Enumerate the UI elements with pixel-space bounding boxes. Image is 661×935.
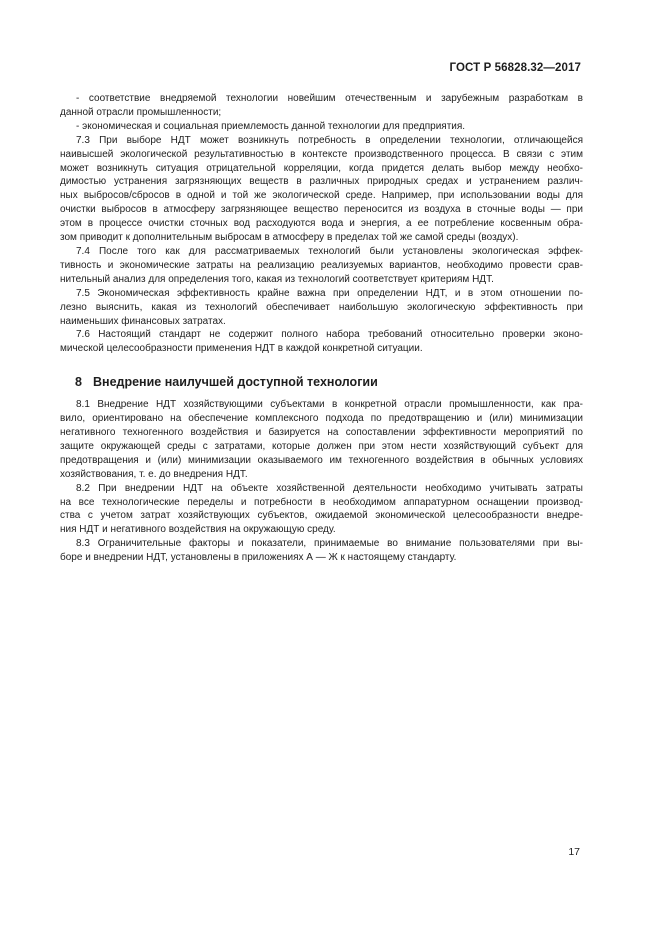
text-line: может возникнуть ситуация отрицательной корреляции, когда придется делать выбор между необхо- bbox=[60, 162, 583, 174]
text-line: 7.6 Настоящий стандарт не содержит полного набора требований относительно проверки эконо- bbox=[76, 329, 583, 341]
text-line: наименьших финансовых затратах. bbox=[60, 315, 226, 327]
text-line: этом в процессе очистки сточных вод расходуются вода и энергия, а ее потребление косвенным обра- bbox=[60, 218, 583, 230]
text-line: лезно выяснить, какая из технологий обеспечивает наибольшую экологическую эффективность при bbox=[60, 301, 583, 313]
paragraph bbox=[60, 482, 583, 538]
paragraph bbox=[60, 134, 583, 245]
text-line: 7.3 При выборе НДТ может возникнуть потребность в определении технологии, отличающейся bbox=[76, 134, 583, 146]
text-line: предотвращения и (или) минимизации оказываемого им техногенного воздействия в обычных условиях bbox=[60, 454, 583, 466]
paragraph bbox=[60, 92, 583, 120]
text-line: боре и внедрении НДТ, установлены в приложениях А — Ж к настоящему стандарту. bbox=[60, 552, 457, 564]
page-number: 17 bbox=[568, 846, 580, 858]
text-line: 7.5 Экономическая эффективность крайне важна при определении НДТ, и в этом отношении по- bbox=[76, 287, 583, 299]
text-line: зом приводит к дополнительным выбросам в атмосферу в пределах той же самой среды (воздух). bbox=[60, 232, 519, 244]
text-line: данной отрасли промышленности; bbox=[60, 106, 222, 118]
paragraph bbox=[60, 537, 583, 565]
section-8-heading bbox=[75, 375, 583, 389]
section-7-continuation bbox=[60, 92, 583, 356]
text-line: вило, ориентировано на обеспечение комплексного подхода по предотвращению и (или) минимизации bbox=[60, 413, 583, 425]
text-line: - экономическая и социальная приемлемость данной технологии для предприятия. bbox=[76, 120, 466, 132]
text-line: ства с учетом затрат хозяйствующих субъектов, ожидаемой экономической целесообразности внедре- bbox=[60, 510, 583, 522]
text-line: мической целесообразности применения НДТ в каждой конкретной ситуации. bbox=[60, 343, 423, 355]
text-line: ния НДТ и негативного воздействия на окружающую среду. bbox=[60, 524, 336, 536]
text-line: 8.1 Внедрение НДТ хозяйствующими субъектами в конкретной отрасли промышленности, как пра- bbox=[76, 399, 583, 411]
text-line: очистки выбросов в атмосферу загрязняющее вещество переносится из воздуха в сточные воды — при bbox=[60, 204, 583, 216]
text-line: димостью устранения загрязняющих веществ в различных природных средах и устранением различ- bbox=[60, 176, 583, 188]
paragraph bbox=[60, 398, 583, 481]
text-line: негативного техногенного воздействия и базируется на сопоставлении эффективности мероприятий по bbox=[60, 427, 583, 439]
text-line: 8.2 При внедрении НДТ на объекте хозяйственной деятельности необходимо учитывать затраты bbox=[76, 482, 583, 494]
text-line: защите окружающей среды с затратами, которые должен при этом нести хозяйствующий субъект для bbox=[60, 440, 583, 452]
text-line: ных выбросов/сбросов в одной и той же экологической среде. Например, при использовании воды для bbox=[60, 190, 583, 202]
page-content bbox=[60, 92, 583, 565]
paragraph bbox=[60, 120, 583, 134]
paragraph bbox=[60, 287, 583, 329]
text-line: 7.4 После того как для рассматриваемых технологий были установлены экологическая эффек- bbox=[76, 245, 583, 257]
text-line: на все технологические переделы и потребности в необходимом аппаратурном оснащении производ- bbox=[60, 496, 583, 508]
document-id-header: ГОСТ Р 56828.32—2017 bbox=[449, 62, 581, 74]
paragraph bbox=[60, 245, 583, 287]
text-line: нительный анализ для определения того, какая из технологий соответствует критериям НДТ. bbox=[60, 273, 494, 285]
text-line: - соответствие внедряемой технологии новейшим отечественным и зарубежным разработкам в bbox=[76, 93, 583, 104]
text-line: 8.3 Ограничительные факторы и показатели, принимаемые во внимание пользователями при вы- bbox=[76, 538, 583, 550]
section-8-number: 8 bbox=[75, 375, 82, 390]
paragraph bbox=[60, 328, 583, 356]
text-line: тивность и экономические затраты на реализацию реализуемых вариантов, необходимо провести срав- bbox=[60, 259, 583, 271]
section-8-title: Внедрение наилучшей доступной технологии bbox=[93, 375, 378, 390]
text-line: хозяйствования, т. е. до внедрения НДТ. bbox=[60, 468, 248, 480]
text-line: наивысшей экологической результативностью в контексте производственного процесса. В связи с этим bbox=[60, 148, 583, 160]
section-8-body bbox=[60, 398, 583, 565]
